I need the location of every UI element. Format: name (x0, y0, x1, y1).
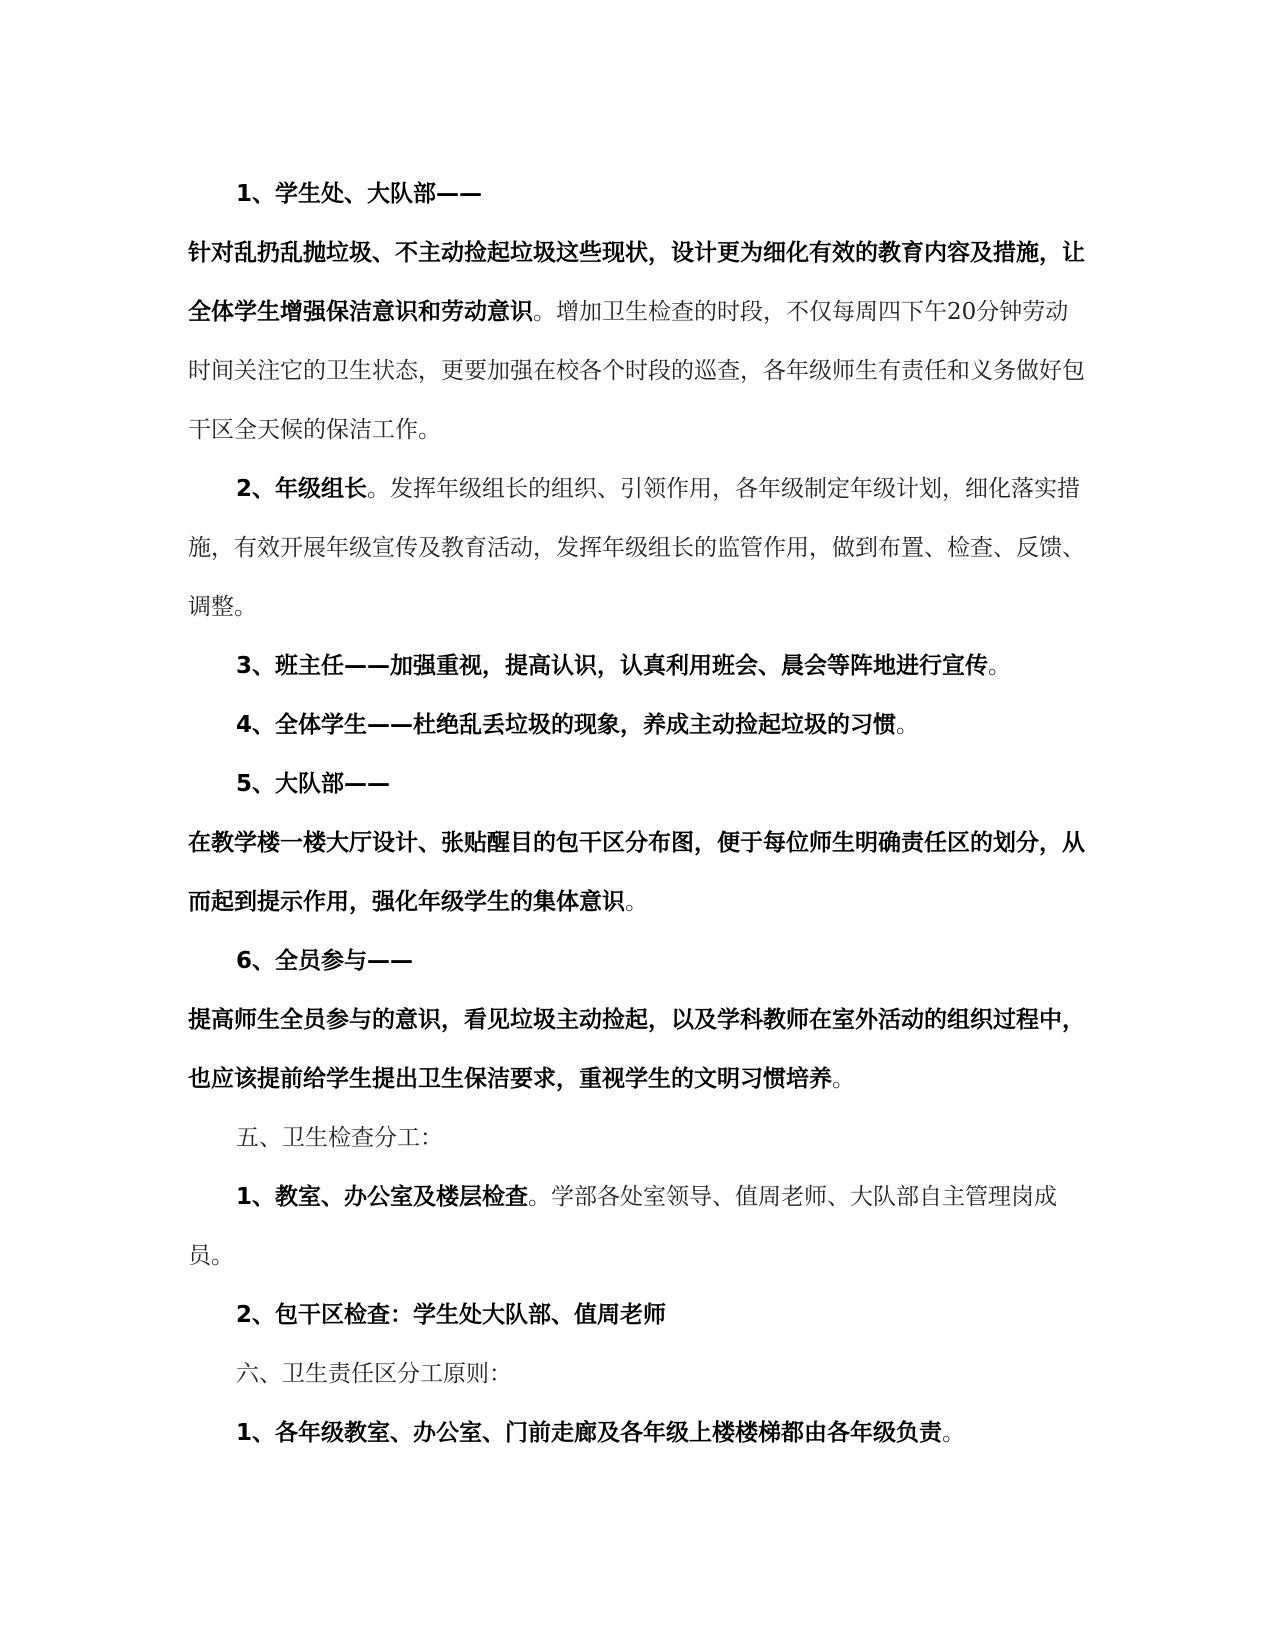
heading-all-staff: 6、全员参与—— (236, 948, 414, 974)
section-title: 五、卫生检查分工： (236, 1125, 443, 1151)
section-heading-responsibility (188, 1345, 1088, 1404)
emphasis-text: 提高师生全员参与的意识，看见垃圾主动捡起，以及学科教师在室外活动的组织过程中，也应该提前给学生提出卫生保洁要求，重视学生的文明习惯培养 (188, 1007, 1085, 1092)
paragraph-head-teacher (188, 637, 1088, 696)
heading-head-teacher: 3、班主任——加强重视，提高认识，认真利用班会、晨会等阵地进行宣传 (236, 653, 989, 679)
heading-all-students: 4、全体学生——杜绝乱丢垃圾的现象，养成主动捡起垃圾的习惯 (236, 712, 897, 738)
paragraph-all-staff-detail (188, 991, 1088, 1109)
heading-grade-leader: 2、年级组长 (236, 476, 368, 502)
paragraph-student-office (188, 165, 1088, 224)
paragraph-brigade-detail (188, 814, 1088, 932)
body-text: 。增加卫生检查的时段，不仅每周四下午20分钟劳动时间关注它的卫生状态，更要加强在校各个时段的巡查，各年级师生有责任和义务做好包干区全天候的保洁工作。 (188, 299, 1085, 443)
section-title: 六、卫生责任区分工原则： (236, 1361, 512, 1387)
heading-brigade: 5、大队部—— (236, 771, 391, 797)
emphasis-text: 在教学楼一楼大厅设计、张贴醒目的包干区分布图，便于每位师生明确责任区的划分，从而起到提示作用，强化年级学生的集体意识 (188, 830, 1085, 915)
body-text: 。发挥年级组长的组织、引领作用，各年级制定年级计划，细化落实措施，有效开展年级宣传及教育活动，发挥年级组长的监管作用，做到布置、检查、反馈、调整。 (188, 476, 1085, 620)
heading-classroom-inspection: 1、教室、办公室及楼层检查 (236, 1184, 529, 1210)
body-text: 。 (988, 653, 1012, 679)
paragraph-brigade (188, 755, 1088, 814)
paragraph-grade-leader (188, 460, 1088, 637)
document-body (188, 165, 1088, 1463)
paragraph-student-office-detail (188, 224, 1088, 460)
body-text: 。 (942, 1420, 966, 1446)
heading-grade-responsibility: 1、各年级教室、办公室、门前走廊及各年级上楼楼梯都由各年级负责 (236, 1420, 943, 1446)
body-text: 。 (896, 712, 920, 738)
body-text: 。 (832, 1066, 855, 1092)
paragraph-grade-responsibility (188, 1404, 1088, 1463)
paragraph-classroom-inspection (188, 1168, 1088, 1286)
body-text: 。学部各处室领导、值周老师、大队部自主管理岗成员。 (188, 1184, 1058, 1269)
paragraph-all-students (188, 696, 1088, 755)
paragraph-area-inspection (188, 1286, 1088, 1345)
paragraph-all-staff (188, 932, 1088, 991)
heading-student-office: 1、学生处、大队部—— (236, 181, 483, 207)
body-text: 。 (625, 889, 648, 915)
emphasis-text: 针对乱扔乱抛垃圾、不主动捡起垃圾这些现状，设计更为细化有效的教育内容及措施，让全体学生增强保洁意识和劳动意识 (188, 240, 1085, 325)
heading-area-inspection: 2、包干区检查：学生处大队部、值周老师 (236, 1302, 667, 1328)
section-heading-inspection (188, 1109, 1088, 1168)
